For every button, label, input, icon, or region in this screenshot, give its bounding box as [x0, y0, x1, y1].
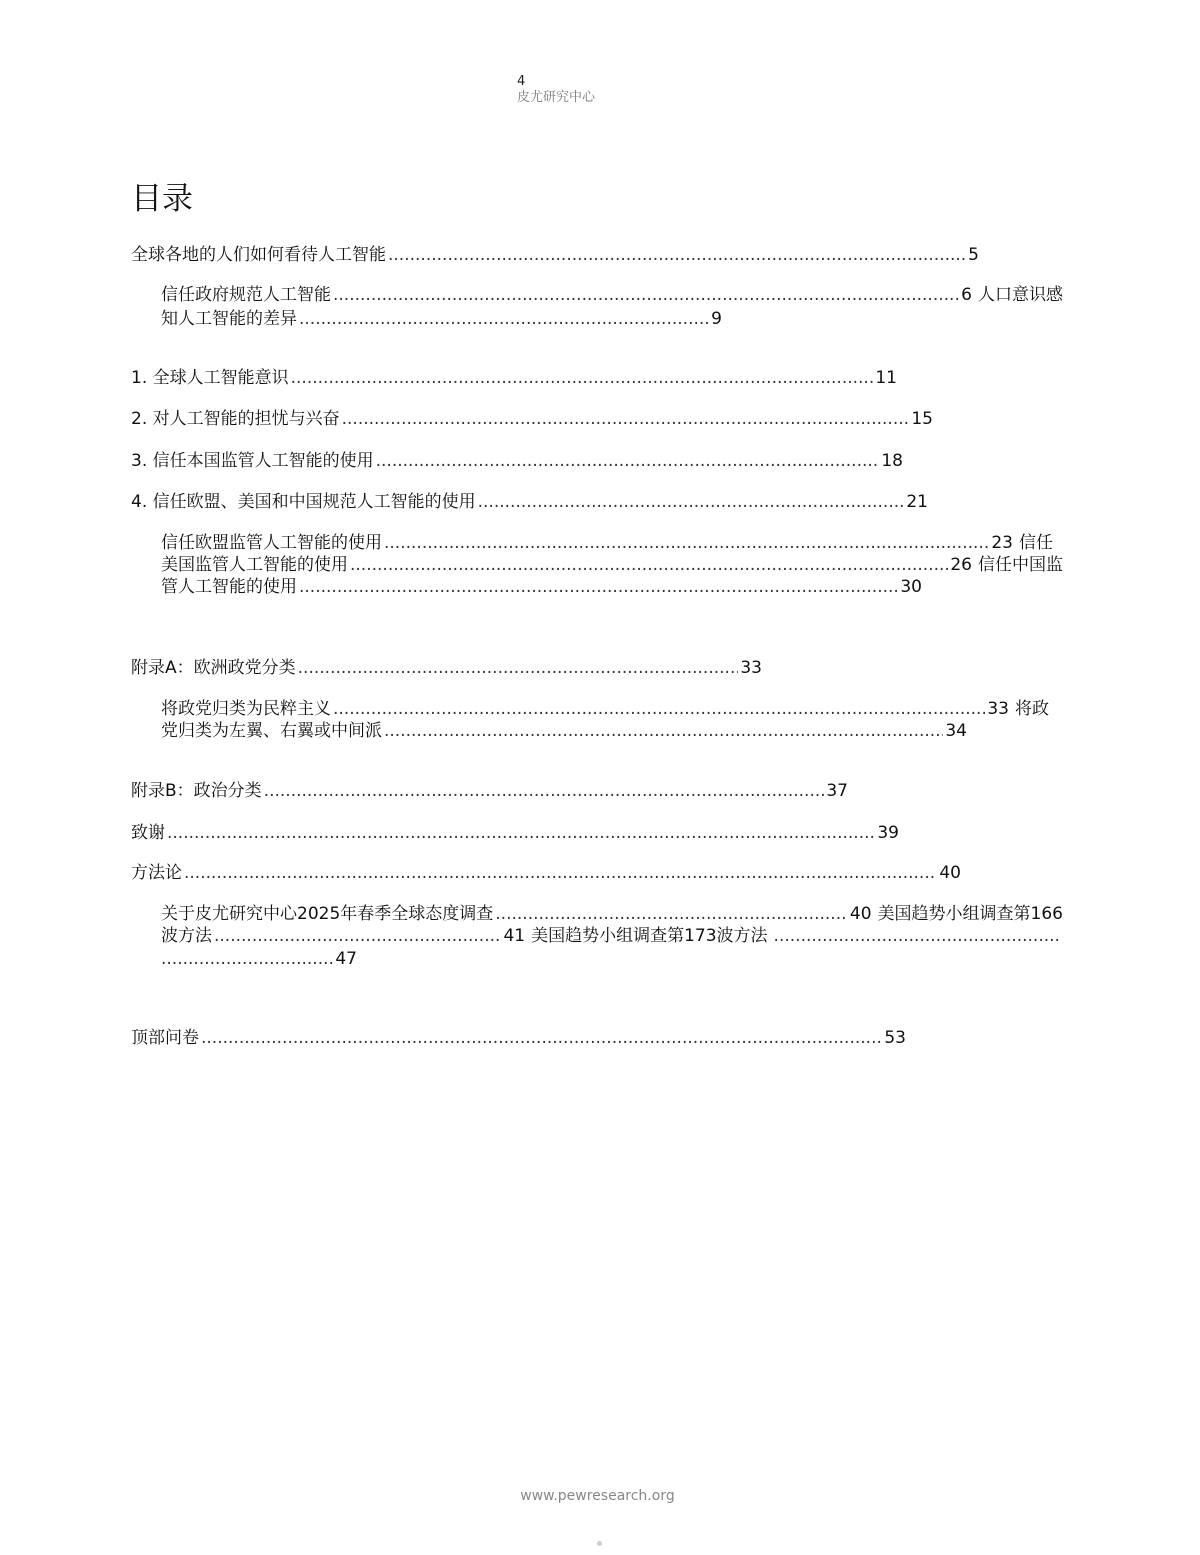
dot-leader: [478, 491, 905, 513]
toc-entry-appendix-a[interactable]: [131, 657, 762, 679]
dot-leader: [291, 367, 874, 389]
toc-entry-continued-text: 美国趋势小组调查第173波方法: [531, 926, 768, 946]
toc-entry-label: 1. 全球人工智能意识: [131, 368, 289, 388]
toc-entry-page: 39: [877, 823, 899, 843]
dot-leader: [299, 576, 898, 598]
toc-entry-page: 6: [961, 285, 972, 305]
toc-entry-spring-survey[interactable]: [161, 903, 1063, 925]
toc-entry-page: 21: [906, 492, 928, 512]
toc-entry-label: 附录A：欧洲政党分类: [131, 658, 296, 678]
dot-leader: [342, 408, 910, 430]
toc-entry-trust-china[interactable]: [161, 576, 922, 598]
toc-entry-chapter-4[interactable]: [131, 491, 928, 513]
toc-entry-page: 26: [950, 555, 972, 575]
toc-entry-label: 方法论: [131, 863, 182, 883]
toc-entry-page: 33: [987, 699, 1009, 719]
toc-entry-label: 知人工智能的差异: [161, 309, 297, 329]
dot-leader: [774, 925, 1061, 947]
toc-title: 目录: [131, 181, 193, 217]
toc-entry-continued-text: 人口意识感: [978, 285, 1063, 305]
toc-entry-label: 4. 信任欧盟、美国和中国规范人工智能的使用: [131, 492, 476, 512]
toc-entry-page: 37: [826, 781, 848, 801]
dot-leader: [167, 822, 875, 844]
toc-entry-page: 11: [875, 368, 897, 388]
toc-entry-label: 关于皮尤研究中心2025年春季全球态度调查: [161, 904, 494, 924]
toc-entry-page: 9: [711, 309, 722, 329]
dot-leader: [201, 1027, 882, 1049]
toc-entry-trust-us[interactable]: [161, 554, 1063, 576]
dot-leader: [388, 244, 966, 266]
dot-leader: [333, 698, 985, 720]
toc-entry-acknowledgements[interactable]: [131, 822, 899, 844]
dot-leader: [495, 903, 848, 925]
toc-entry-demographic-differences[interactable]: [161, 308, 722, 330]
footer-url[interactable]: www.pewresearch.org: [520, 1488, 675, 1504]
dot-leader: [214, 925, 501, 947]
toc-entry-page: 18: [881, 451, 903, 471]
toc-entry-page: 47: [335, 949, 357, 969]
dot-leader: [299, 308, 709, 330]
dot-leader: [161, 948, 333, 970]
dot-leader: [384, 720, 943, 742]
toc-entry-topline-questionnaire[interactable]: [131, 1027, 906, 1049]
toc-entry-page: 30: [900, 577, 922, 597]
toc-entry-label: 顶部问卷: [131, 1028, 199, 1048]
toc-entry-trust-eu[interactable]: [161, 532, 1053, 554]
page-number: 4: [517, 74, 526, 89]
org-name: 皮尤研究中心: [517, 90, 596, 105]
dot-leader: [384, 532, 989, 554]
toc-entry-label: 附录B：政治分类: [131, 781, 262, 801]
dot-leader: [350, 554, 948, 576]
toc-entry-label: 致谢: [131, 823, 165, 843]
toc-entry-continued-text: 信任: [1019, 533, 1053, 553]
toc-entry-chapter-3[interactable]: [131, 450, 903, 472]
toc-entry-page: 40: [849, 904, 872, 924]
toc-entry-label: 3. 信任本国监管人工智能的使用: [131, 451, 374, 471]
toc-entry-trust-government[interactable]: [161, 284, 1063, 306]
toc-entry-wave-166[interactable]: [161, 925, 1063, 947]
toc-entry-label: 信任欧盟监管人工智能的使用: [161, 533, 382, 553]
toc-entry-label: 将政党归类为民粹主义: [161, 699, 331, 719]
toc-entry-continued-text: 将政: [1015, 699, 1049, 719]
toc-entry-label: 波方法: [161, 926, 212, 946]
toc-entry-page: 53: [884, 1028, 906, 1048]
toc-entry-page: 34: [945, 721, 967, 741]
toc-entry-label: 信任政府规范人工智能: [161, 285, 331, 305]
dot-leader: [184, 862, 937, 884]
dot-leader: [264, 780, 825, 802]
page-indicator-dot-icon: [597, 1541, 602, 1546]
toc-entry-populist-parties[interactable]: [161, 698, 1049, 720]
dot-leader: [376, 450, 880, 472]
toc-entry-methodology[interactable]: [131, 862, 961, 884]
toc-entry-continued-text: 美国趋势小组调查第166: [877, 904, 1063, 924]
toc-entry-chapter-1[interactable]: [131, 367, 897, 389]
toc-entry-label: 美国监管人工智能的使用: [161, 555, 348, 575]
toc-entry-global-views[interactable]: [131, 244, 979, 266]
dot-leader: [333, 284, 959, 306]
toc-entry-label: 管人工智能的使用: [161, 577, 297, 597]
toc-entry-page: 5: [968, 245, 979, 265]
toc-entry-page: 33: [740, 658, 762, 678]
toc-entry-wave-173[interactable]: [161, 948, 357, 970]
toc-entry-appendix-b[interactable]: [131, 780, 848, 802]
toc-entry-label: 2. 对人工智能的担忧与兴奋: [131, 409, 340, 429]
toc-entry-label: 党归类为左翼、右翼或中间派: [161, 721, 382, 741]
toc-entry-page: 15: [911, 409, 933, 429]
toc-entry-page: 40: [939, 863, 961, 883]
dot-leader: [298, 657, 739, 679]
toc-entry-chapter-2[interactable]: [131, 408, 933, 430]
toc-entry-continued-text: 信任中国监: [978, 555, 1063, 575]
toc-entry-left-right-parties[interactable]: [161, 720, 967, 742]
toc-entry-label: 全球各地的人们如何看待人工智能: [131, 245, 386, 265]
toc-entry-page: 41: [503, 926, 526, 946]
page-header: [517, 74, 595, 106]
toc-entry-page: 23: [991, 533, 1013, 553]
